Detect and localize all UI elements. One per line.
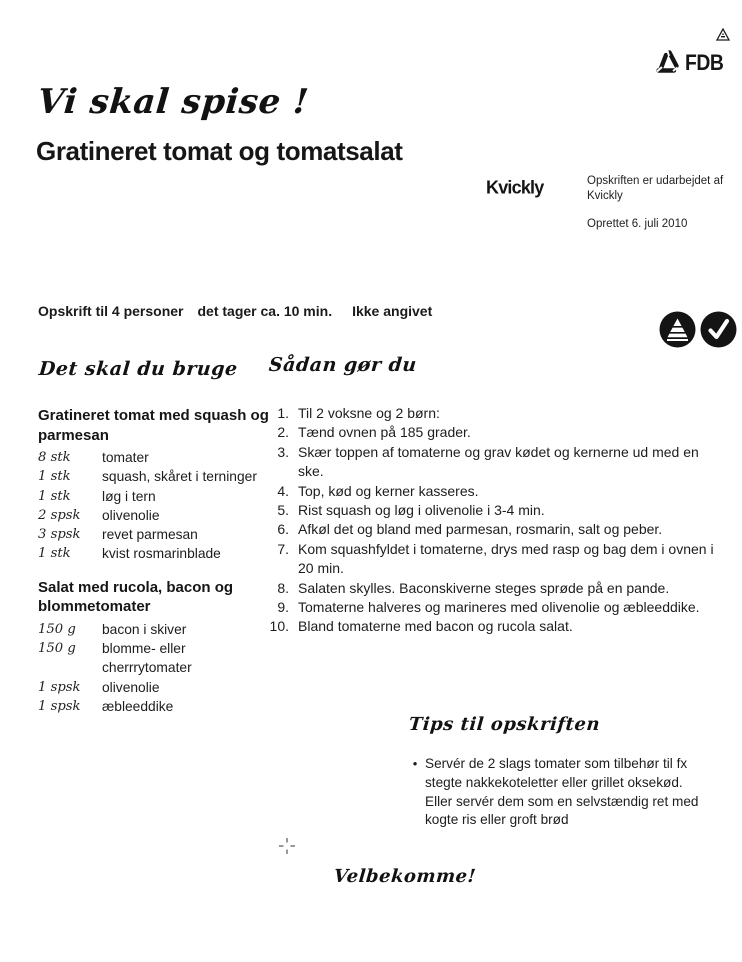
checkmark-icon	[700, 311, 737, 353]
step-number: 8.	[277, 579, 289, 596]
step-item	[268, 579, 720, 598]
credit-line2: Kvickly	[587, 189, 623, 202]
step-item	[268, 617, 720, 636]
ingredient-qty: 1 stk	[38, 546, 71, 562]
ingredient-qty: 1 stk	[38, 488, 71, 504]
step-text: Tænd ovnen på 185 grader.	[298, 424, 471, 441]
ingredient-qty: 3 spsk	[38, 527, 81, 543]
created-date: Oprettet 6. juli 2010	[587, 218, 688, 230]
ingredient-qty: 150 g	[38, 641, 76, 657]
kvickly-logo: Kvickly	[486, 176, 544, 198]
ingredient-name: bacon i skiver	[102, 621, 187, 637]
food-pyramid-icon	[659, 311, 696, 353]
step-text: Top, kød og kerner kasseres.	[298, 482, 479, 499]
ingredient-name: blomme- eller cherrrytomater	[102, 641, 192, 676]
ingredient-row	[38, 678, 278, 697]
tip-item	[405, 755, 710, 830]
step-number: 5.	[277, 502, 289, 519]
step-item	[268, 404, 720, 423]
step-text: Til 2 voksne og 2 børn:	[298, 405, 440, 421]
ingredient-row	[38, 697, 278, 716]
ingredient-qty: 8 stk	[38, 450, 71, 465]
ingredient-qty: 150 g	[38, 621, 76, 637]
page-motto: Vi skal spise !	[36, 82, 311, 122]
ingredient-row	[38, 506, 278, 525]
recipe-title: Gratineret tomat og tomatsalat	[36, 136, 403, 166]
step-item	[268, 423, 720, 442]
step-text: Bland tomaterne med bacon og rucola salat.	[298, 618, 573, 635]
step-item	[268, 520, 720, 539]
steps-heading: Sådan gør du	[268, 354, 418, 376]
step-text: Rist squash og løg i olivenolie i 3-4 min.	[298, 502, 545, 519]
bullet-icon: •	[412, 756, 418, 771]
credit-text	[587, 174, 732, 203]
ingredient-group	[38, 578, 278, 716]
ingredient-group	[38, 406, 278, 564]
step-number: 7.	[277, 540, 289, 557]
step-text: Salaten skylles. Baconskiverne steges sprøde på en pande.	[298, 579, 670, 596]
tips-heading: Tips til opskriften	[408, 714, 601, 735]
step-item	[268, 501, 720, 520]
ingredient-row	[38, 620, 278, 639]
step-text: Skær toppen af tomaterne og grav kødet og kernerne ud med en ske.	[298, 443, 699, 480]
step-number: 10.	[269, 618, 289, 635]
ingredient-name: løg i tern	[102, 488, 156, 504]
fdb-wordmark: FDB	[685, 49, 724, 75]
recipe-info-line	[38, 303, 432, 319]
crop-mark-icon	[279, 838, 295, 854]
step-item	[268, 443, 720, 482]
tips-section	[405, 714, 710, 830]
step-number: 3.	[277, 443, 289, 460]
step-number: 4.	[277, 482, 289, 499]
ingredients-heading: Det skal du bruge	[38, 358, 239, 380]
step-text: Kom squashfyldet i tomaterne, drys med rasp og bag dem i ovnen i 20 min.	[298, 540, 714, 577]
ingredient-qty: 1 spsk	[38, 679, 81, 695]
ingredient-qty: 2 spsk	[38, 507, 81, 523]
step-text: Afkøl det og bland med parmesan, rosmarin, salt og peber.	[298, 521, 663, 538]
step-number: 2.	[277, 424, 289, 441]
ingredient-row	[38, 487, 278, 506]
badge-row	[659, 311, 737, 353]
time-text: det tager ca. 10 min.	[197, 303, 333, 319]
ingredient-name: revet parmesan	[102, 527, 198, 543]
steps-section	[268, 354, 720, 637]
ingredient-qty: 1 stk	[38, 469, 71, 485]
ingredient-row	[38, 448, 278, 467]
ingredient-name: kvist rosmarinblade	[102, 546, 221, 562]
ingredients-section	[38, 358, 278, 730]
triangle-knot-icon	[652, 45, 682, 80]
step-number: 1.	[277, 405, 289, 421]
ingredient-group-title: Salat med rucola, bacon og blommetomater	[38, 578, 234, 616]
step-item	[268, 540, 720, 579]
ingredient-row	[38, 639, 278, 678]
credit-line1: Opskriften er udarbejdet af	[587, 175, 724, 187]
step-item	[268, 598, 720, 617]
ingredient-row	[38, 467, 278, 486]
ingredient-row	[38, 544, 278, 563]
ingredient-group-title: Gratineret tomat med squash og parmesan	[38, 407, 269, 444]
difficulty-text: Ikke angivet	[352, 303, 433, 319]
ingredient-name: olivenolie	[102, 679, 160, 695]
ingredient-row	[38, 525, 278, 544]
ingredient-name: æbleeddike	[102, 698, 174, 714]
ingredient-name: squash, skåret i terninger	[102, 469, 257, 485]
ingredient-qty: 1 spsk	[38, 698, 81, 714]
ingredient-name: olivenolie	[102, 507, 160, 523]
small-triangle-icon	[716, 28, 730, 46]
step-item	[268, 482, 720, 501]
fdb-logo	[652, 28, 738, 78]
tip-text: Servér de 2 slags tomater som tilbehør til fx stegte nakkekoteletter eller grillet oksekød. Eller servér dem som en selvstændig ret med kogte ris eller groft brød	[425, 756, 699, 828]
step-number: 9.	[277, 599, 289, 616]
step-text: Tomaterne halveres og marineres med olivenolie og æbleeddike.	[298, 599, 700, 616]
step-number: 6.	[277, 521, 289, 538]
servings-text: Opskrift til 4 personer	[38, 303, 184, 319]
closing-text: Velbekomme!	[333, 866, 477, 887]
ingredient-name: tomater	[102, 450, 149, 465]
